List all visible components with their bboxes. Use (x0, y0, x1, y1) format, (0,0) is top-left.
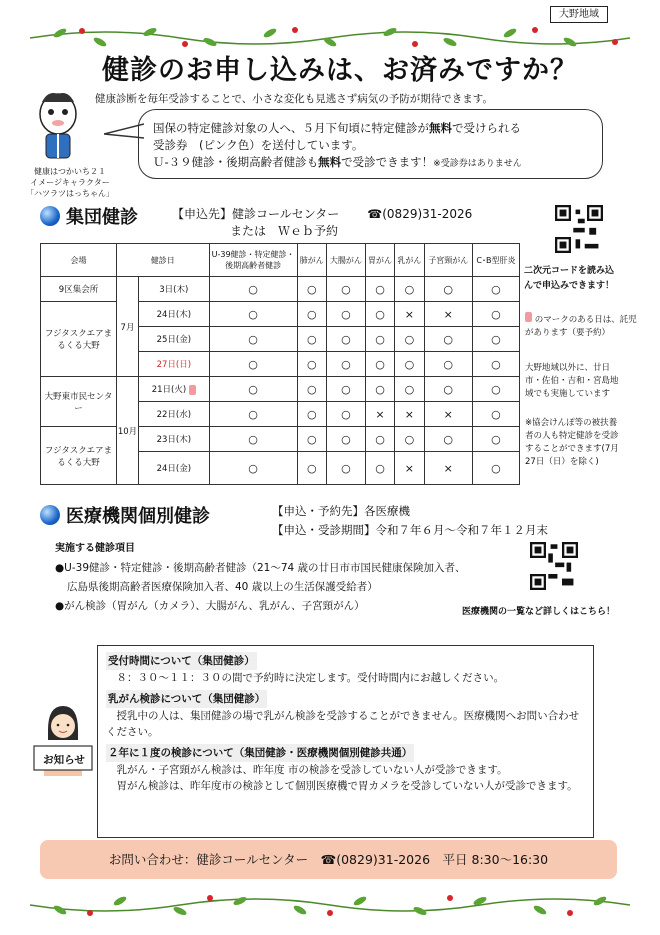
web-reservation[interactable]: または Ｗｅｂ予約 (230, 224, 339, 238)
column-header: 会場 (41, 244, 117, 277)
column-header: 子宮頸がん (424, 244, 472, 277)
table-row: 9区集会所 7月 3日(木) ○ ○ ○ ○ ○ ○ ○ (41, 277, 520, 302)
exam-items-heading: 実施する健診項目 (55, 543, 135, 554)
page-title: 健診のお申し込みは、お済みですか？ (102, 55, 578, 86)
group-exam-heading: 集団健診 (40, 203, 138, 229)
notice-text: 胃がん検診は、昨年度市の検診として個別医療機で胃カメラを受診していない人が受診できます。 (116, 780, 578, 792)
contact-bar: お問い合わせ：健診コールセンター ☎(0829)31-2026 平日 8:30～16:30 (40, 840, 617, 879)
other-area-note: 大野地域以外に、廿日市・佐伯・吉和・宮島地域でも実施しています (525, 363, 619, 399)
column-header: 肺がん (297, 244, 326, 277)
blue-bullet-icon (40, 505, 60, 525)
table-row: 25日(金) ○ ○ ○ ○ ○ ○ ○ (41, 327, 520, 352)
mascot-illustration (28, 86, 88, 166)
notice-text: 乳がん・子宮頸がん検診は、昨年度 市の検診を受診していない人が受診できます。 (116, 764, 508, 776)
notice-heading: 受付時間について（集団健診） (106, 652, 257, 670)
exam-item-2: ●がん検診（胃がん（カメラ）、大腸がん、乳がん、子宮頸がん） (55, 600, 365, 612)
table-row: 大野東市民センター 10月 21日(火) ○ ○ ○ ○ ○ ○ ○ (41, 377, 520, 402)
table-row: 22日(水) ○ ○ ○ × × × ○ (41, 402, 520, 427)
notice-text: 授乳中の人は、集団健診の場で乳がん検診を受診することができません。医療機関へお問い合わせください。 (106, 710, 580, 738)
notice-heading: 乳がん検診について（集団健診） (106, 690, 267, 708)
clinic-apply: 【申込・予約先】各医療機 (272, 504, 410, 518)
table-row: 24日(金) ○ ○ ○ ○ × × ○ (41, 452, 520, 485)
phone-number: ☎(0829)31-2026 (367, 207, 473, 221)
childcare-note: のマークのある日は、託児があります（要予約） (525, 312, 637, 340)
insurance-note: ※協会けんぽ等の被扶養者の人も特定健診を受診することができます(7月27日（日）を除く) (525, 418, 619, 467)
mascot-caption: 健康はつかいち２１ イメージキャラクター 「ハツラツはっちゃん」 (26, 167, 114, 198)
exam-item-1: ●U-39健診・特定健診・後期高齢者健診（21～74 歳の廿日市市国民健康保険加入者、 広島県後期高齢者医療保険加入者、40 歳以上の生活保護受給者） (55, 562, 466, 593)
blue-bullet-icon (40, 206, 60, 226)
table-row: 27日(日) ○ ○ ○ ○ ○ ○ ○ (41, 352, 520, 377)
column-header: 大腸がん (326, 244, 365, 277)
childcare-icon (525, 312, 532, 322)
vine-decoration-bottom (30, 893, 630, 919)
column-header: U-39健診・特定健診・後期高齢者健診 (209, 244, 297, 277)
qr-code-icon[interactable] (555, 205, 603, 253)
column-header: C･B型肝炎 (472, 244, 519, 277)
group-apply: 【申込先】健診コールセンター ☎(0829)31-2026 (172, 207, 473, 221)
qr-caption: 二次元コードを読み込 んで申込みできます！ (524, 266, 615, 291)
table-row: フジタスクエアまるくる大野 23日(木) ○ ○ ○ ○ ○ ○ ○ (41, 427, 520, 452)
table-row: フジタスクエアまるくる大野 24日(木) ○ ○ ○ ○ × × ○ (41, 302, 520, 327)
clinic-exam-heading: 医療機関個別健診 (40, 502, 210, 528)
free-exam-notice: 国保の特定健診対象の人へ、５月下旬頃に特定健診が無料で受けられる 受診券 (ピンク色）を送付しています。 Ｕ-３９健診・後期高齢者健診も無料で受診できます！※受診券はありません (138, 109, 603, 179)
group-exam-schedule-table (40, 243, 520, 485)
childcare-icon (189, 385, 196, 395)
column-header: 乳がん (395, 244, 424, 277)
intro-text: 健康診断を毎年受診することで、小さな変化も見逃さず病気の予防が期待できます。 (95, 93, 493, 105)
clinic-period: 【申込・受診期間】令和７年６月～令和７年１２月末 (272, 523, 548, 537)
qr-code-icon[interactable] (530, 542, 578, 590)
column-header: 胃がん (365, 244, 394, 277)
notice-label: お知らせ (43, 754, 85, 766)
vine-decoration-top (30, 24, 630, 50)
notice-text: ８：３０～１１：３０の間で予約時に決定します。受付時間内にお越しください。 (116, 672, 505, 684)
notice-heading: ２年に１度の検診について（集団健診・医療機関個別健診共通） (106, 744, 414, 762)
notice-box (97, 645, 594, 838)
region-badge: 大野地域 (550, 6, 608, 23)
clinic-list-link[interactable]: 医療機関の一覧など詳しくはこちら！ (462, 607, 616, 617)
column-header: 健診日 (117, 244, 210, 277)
